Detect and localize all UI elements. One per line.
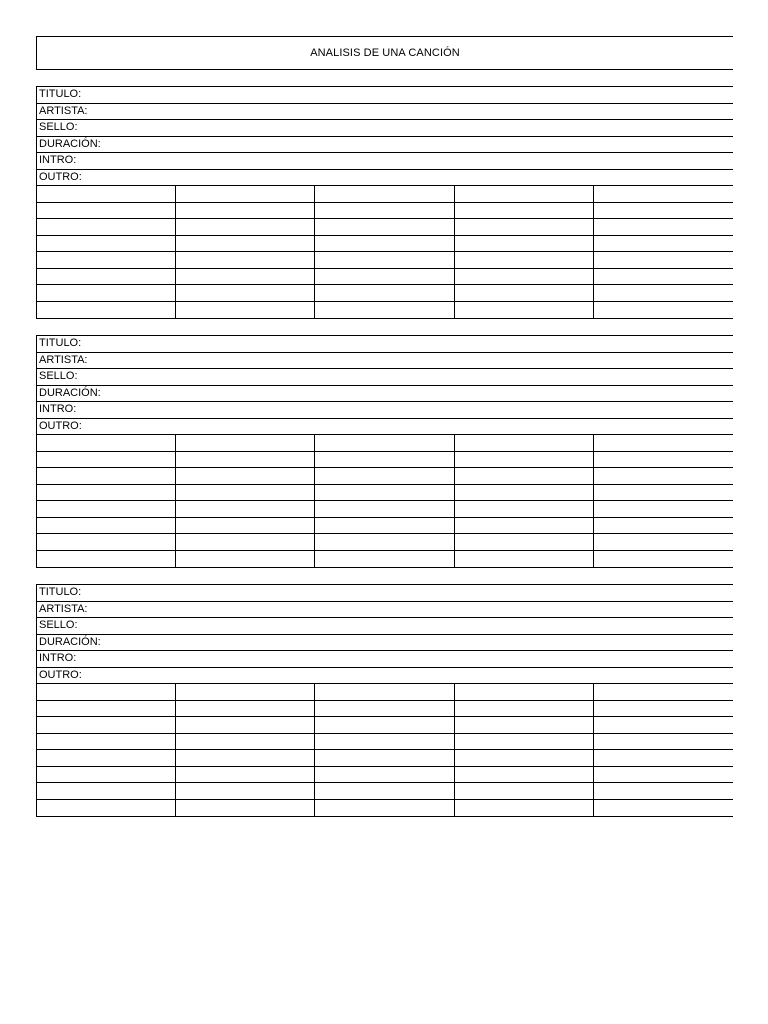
field-intro: INTRO:: [37, 153, 733, 170]
grid-cell: [315, 219, 454, 236]
page-title-box: [36, 36, 733, 70]
grid-cell: [455, 800, 594, 817]
grid-cell: [315, 701, 454, 718]
grid-cell: [594, 252, 733, 269]
grid-cell: [37, 767, 176, 784]
grid-cell: [455, 435, 594, 452]
grid-cell: [176, 551, 315, 568]
grid-cell: [315, 203, 454, 220]
grid-cell: [455, 302, 594, 319]
grid-cell: [176, 783, 315, 800]
grid-cell: [37, 518, 176, 535]
field-titulo: TITULO:: [37, 87, 733, 104]
grid-cell: [455, 518, 594, 535]
grid-cell: [176, 219, 315, 236]
grid-cell: [455, 684, 594, 701]
grid-cell: [594, 203, 733, 220]
field-artista: ARTISTA:: [37, 353, 733, 370]
field-outro: OUTRO:: [37, 419, 733, 436]
grid-cell: [594, 501, 733, 518]
worksheet: [36, 36, 733, 817]
grid-cell: [455, 203, 594, 220]
field-sello: SELLO:: [37, 369, 733, 386]
grid-cell: [37, 285, 176, 302]
grid-cell: [37, 701, 176, 718]
grid-cell: [455, 252, 594, 269]
grid-cell: [594, 452, 733, 469]
grid-cell: [37, 452, 176, 469]
grid-cell: [315, 750, 454, 767]
grid-cell: [594, 219, 733, 236]
grid-cell: [176, 435, 315, 452]
field-titulo: TITULO:: [37, 336, 733, 353]
field-duracion: DURACIÓN:: [37, 635, 733, 652]
grid-cell: [455, 767, 594, 784]
grid-cell: [455, 236, 594, 253]
grid-cell: [594, 701, 733, 718]
grid-cell: [37, 252, 176, 269]
field-duracion: DURACIÓN:: [37, 386, 733, 403]
grid-cell: [315, 485, 454, 502]
grid-cell: [176, 701, 315, 718]
grid-cell: [455, 285, 594, 302]
grid-cell: [594, 302, 733, 319]
grid-cell: [594, 468, 733, 485]
grid-cell: [37, 203, 176, 220]
field-intro: INTRO:: [37, 651, 733, 668]
grid-cell: [176, 684, 315, 701]
field-intro: INTRO:: [37, 402, 733, 419]
grid-cell: [176, 302, 315, 319]
grid-cell: [455, 551, 594, 568]
grid-cell: [594, 750, 733, 767]
field-titulo: TITULO:: [37, 585, 733, 602]
field-duracion: DURACIÓN:: [37, 137, 733, 154]
grid-cell: [594, 684, 733, 701]
field-outro: OUTRO:: [37, 668, 733, 685]
song-block-2: [36, 335, 733, 568]
grid-cell: [37, 219, 176, 236]
field-sello: SELLO:: [37, 120, 733, 137]
page-title: ANALISIS DE UNA CANCIÓN: [310, 47, 460, 59]
grid-cell: [594, 236, 733, 253]
grid-cell: [176, 468, 315, 485]
grid-cell: [594, 717, 733, 734]
grid-cell: [37, 717, 176, 734]
grid-cell: [455, 750, 594, 767]
grid-cell: [594, 534, 733, 551]
grid-cell: [455, 485, 594, 502]
grid-cell: [315, 518, 454, 535]
grid-cell: [455, 186, 594, 203]
grid-cell: [594, 285, 733, 302]
grid-cell: [455, 269, 594, 286]
grid-cell: [315, 551, 454, 568]
grid-cell: [455, 734, 594, 751]
song-block-3: [36, 584, 733, 817]
grid-cell: [176, 203, 315, 220]
grid-cell: [37, 750, 176, 767]
grid-cell: [176, 236, 315, 253]
grid-cell: [455, 219, 594, 236]
grid-cell: [315, 800, 454, 817]
grid-cell: [176, 186, 315, 203]
grid-cell: [176, 485, 315, 502]
grid-cell: [176, 534, 315, 551]
grid-cell: [594, 186, 733, 203]
grid-cell: [594, 800, 733, 817]
grid-cell: [594, 435, 733, 452]
grid-cell: [176, 285, 315, 302]
grid-cell: [37, 468, 176, 485]
grid-cell: [315, 435, 454, 452]
grid-cell: [315, 501, 454, 518]
grid-cell: [176, 452, 315, 469]
grid-cell: [594, 783, 733, 800]
grid-cell: [315, 717, 454, 734]
grid-cell: [176, 518, 315, 535]
grid-cell: [37, 435, 176, 452]
grid-cell: [176, 767, 315, 784]
grid-cell: [176, 252, 315, 269]
grid-cell: [176, 734, 315, 751]
grid-cell: [315, 734, 454, 751]
grid-cell: [315, 285, 454, 302]
grid-cell: [176, 717, 315, 734]
grid-cell: [37, 684, 176, 701]
grid-cell: [176, 750, 315, 767]
grid-cell: [176, 800, 315, 817]
grid-cell: [594, 485, 733, 502]
grid-cell: [315, 186, 454, 203]
grid-cell: [455, 701, 594, 718]
analysis-grid: [37, 684, 733, 816]
grid-cell: [37, 485, 176, 502]
grid-cell: [37, 800, 176, 817]
grid-cell: [455, 717, 594, 734]
grid-cell: [176, 501, 315, 518]
grid-cell: [594, 734, 733, 751]
grid-cell: [315, 269, 454, 286]
grid-cell: [315, 468, 454, 485]
grid-cell: [455, 468, 594, 485]
grid-cell: [594, 518, 733, 535]
grid-cell: [455, 501, 594, 518]
grid-cell: [455, 452, 594, 469]
grid-cell: [37, 551, 176, 568]
grid-cell: [315, 302, 454, 319]
grid-cell: [594, 767, 733, 784]
field-sello: SELLO:: [37, 618, 733, 635]
grid-cell: [315, 534, 454, 551]
grid-cell: [37, 186, 176, 203]
grid-cell: [455, 534, 594, 551]
grid-cell: [37, 269, 176, 286]
field-outro: OUTRO:: [37, 170, 733, 187]
grid-cell: [315, 236, 454, 253]
grid-cell: [37, 501, 176, 518]
grid-cell: [594, 269, 733, 286]
grid-cell: [315, 767, 454, 784]
grid-cell: [594, 551, 733, 568]
analysis-grid: [37, 435, 733, 567]
grid-cell: [37, 734, 176, 751]
field-artista: ARTISTA:: [37, 104, 733, 121]
grid-cell: [176, 269, 315, 286]
song-block-1: [36, 86, 733, 319]
grid-cell: [315, 252, 454, 269]
grid-cell: [455, 783, 594, 800]
grid-cell: [315, 783, 454, 800]
grid-cell: [37, 236, 176, 253]
grid-cell: [37, 534, 176, 551]
grid-cell: [315, 684, 454, 701]
grid-cell: [315, 452, 454, 469]
grid-cell: [37, 783, 176, 800]
field-artista: ARTISTA:: [37, 602, 733, 619]
analysis-grid: [37, 186, 733, 318]
grid-cell: [37, 302, 176, 319]
